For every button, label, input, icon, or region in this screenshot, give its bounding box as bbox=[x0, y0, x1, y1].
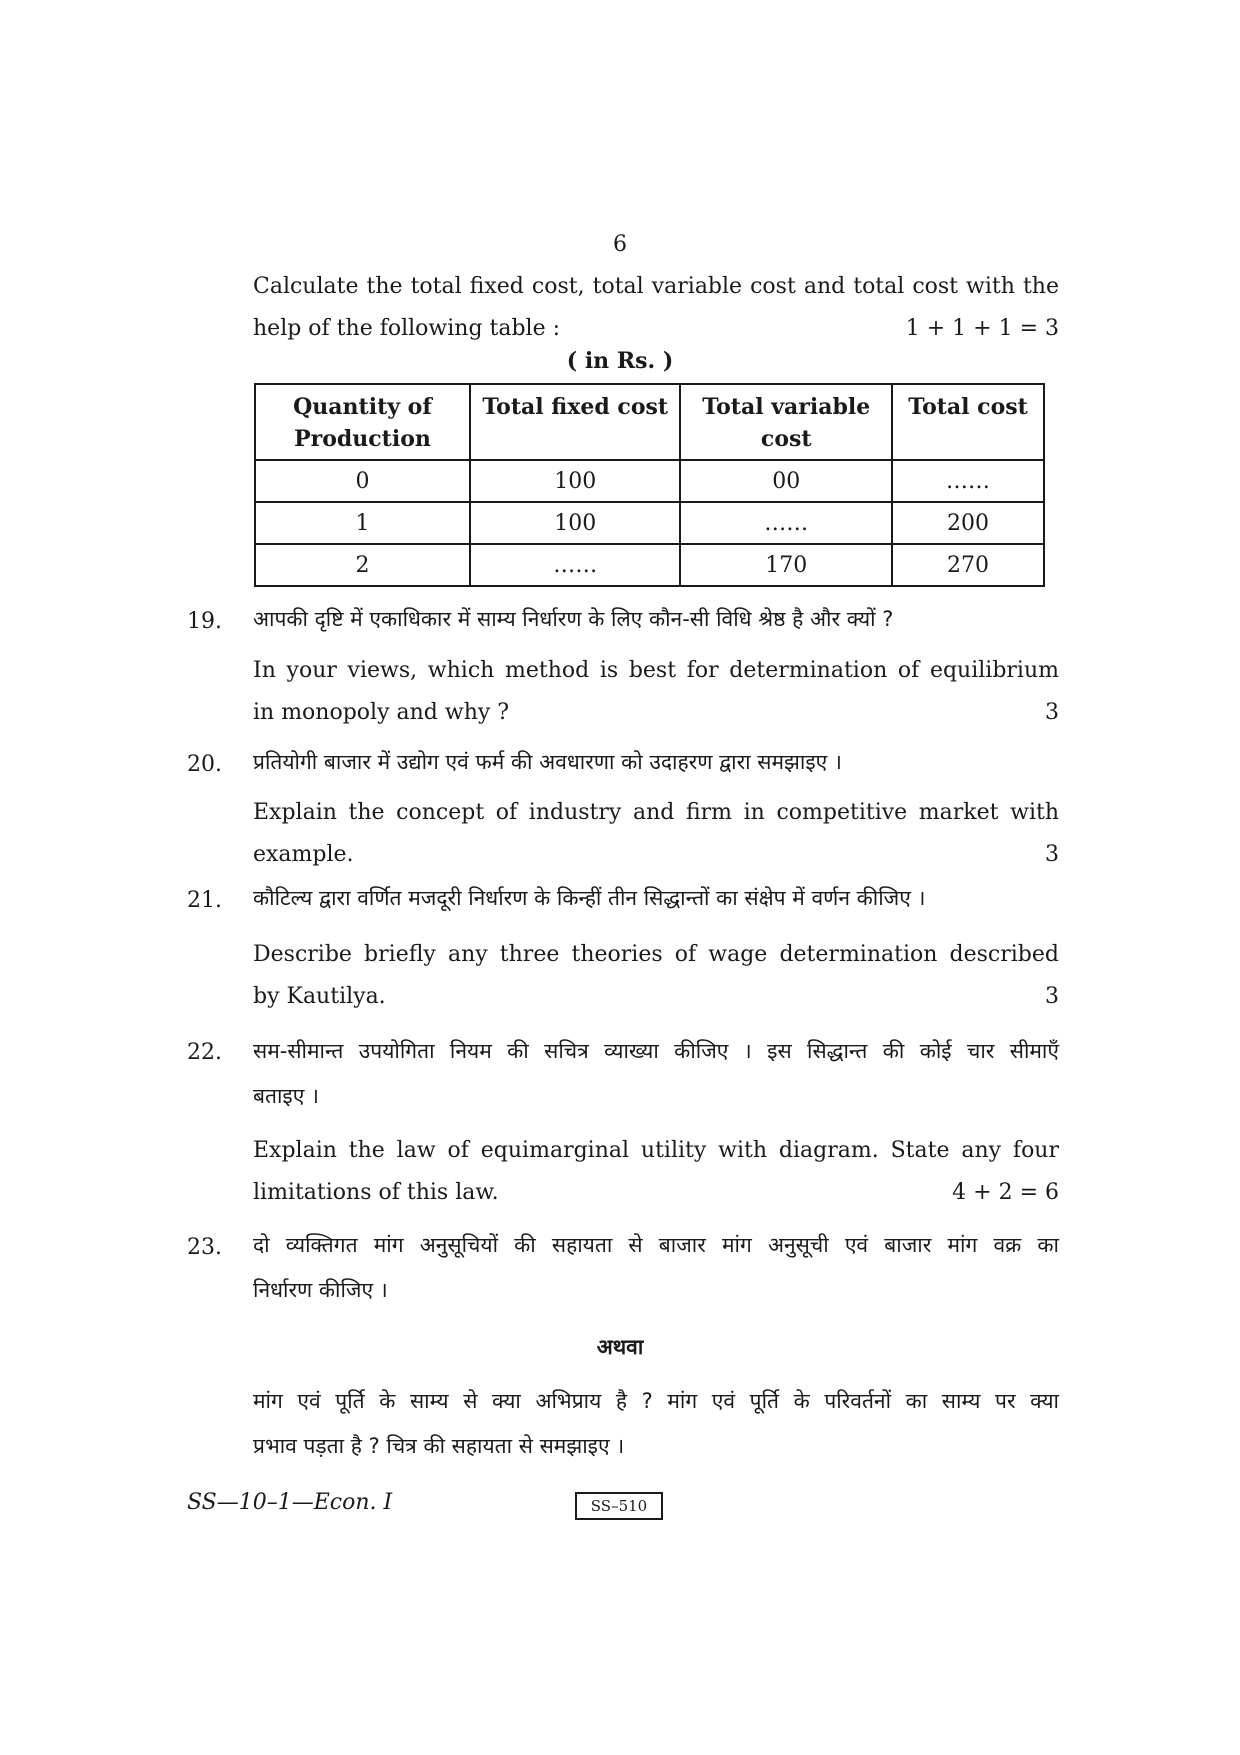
question-19-english-line-1: In your views, which method is best for determination of equilibrium bbox=[253, 658, 1059, 683]
table-cell: 1 bbox=[255, 502, 470, 544]
table-cell: 100 bbox=[470, 502, 680, 544]
col-header-total-variable-cost: Total variable cost bbox=[680, 384, 892, 460]
question-21-english-text: by Kautilya. bbox=[253, 984, 386, 1009]
cost-table bbox=[254, 383, 1045, 587]
table-cell: 170 bbox=[680, 544, 892, 586]
question-21-marks: 3 bbox=[1045, 984, 1059, 1009]
question-22-english bbox=[253, 1130, 1059, 1214]
footer-paper-code: SS—10–1—Econ. I bbox=[187, 1490, 393, 1515]
table-cell: 00 bbox=[680, 460, 892, 502]
question-19-english-text: in monopoly and why ? bbox=[253, 700, 510, 725]
q18-intro-text: help of the following table : bbox=[253, 316, 561, 341]
table-row bbox=[255, 502, 1044, 544]
question-21-english-line-2 bbox=[253, 976, 1059, 1018]
table-unit-caption: ( in Rs. ) bbox=[566, 348, 674, 374]
question-20-number: 20. bbox=[187, 752, 222, 777]
question-19-number: 19. bbox=[187, 609, 222, 634]
question-19-marks: 3 bbox=[1045, 700, 1059, 725]
table-cell: 270 bbox=[892, 544, 1044, 586]
table-cell: 100 bbox=[470, 460, 680, 502]
question-20-english-line-1: Explain the concept of industry and firm in competitive market with bbox=[253, 800, 1059, 825]
question-19-english-line-2 bbox=[253, 692, 1059, 734]
question-21-number: 21. bbox=[187, 888, 222, 913]
question-21-hindi: कौटिल्य द्वारा वर्णित मजदूरी निर्धारण के किन्हीं तीन सिद्धान्तों का संक्षेप में वर्णन कीजिए । bbox=[253, 886, 926, 910]
question-22-hindi-line-2: बताइए । bbox=[253, 1084, 319, 1108]
table-cell: 200 bbox=[892, 502, 1044, 544]
table-cell: …… bbox=[892, 460, 1044, 502]
question-22-number: 22. bbox=[187, 1040, 222, 1065]
q18-marks: 1 + 1 + 1 = 3 bbox=[905, 316, 1059, 341]
question-22-hindi-line-1: सम-सीमान्त उपयोगिता नियम की सचित्र व्याख्या कीजिए । इस सिद्धान्त की कोई चार सीमाएँ bbox=[253, 1039, 1059, 1063]
question-23-number: 23. bbox=[187, 1235, 222, 1260]
question-22-english-line-2 bbox=[253, 1172, 1059, 1214]
col-header-quantity: Quantity of Production bbox=[255, 384, 470, 460]
question-20-english-text: example. bbox=[253, 842, 354, 867]
table-row bbox=[255, 544, 1044, 586]
q18-intro-line-1: Calculate the total fixed cost, total variable cost and total cost with the bbox=[253, 274, 1059, 299]
question-21-english bbox=[253, 934, 1059, 1018]
table-cell: 2 bbox=[255, 544, 470, 586]
question-22-english-text: limitations of this law. bbox=[253, 1180, 499, 1205]
question-23-alt-line-1: मांग एवं पूर्ति के साम्य से क्या अभिप्राय है ? मांग एवं पूर्ति के परिवर्तनों का साम्य पर क्या bbox=[253, 1389, 1059, 1413]
table-cell: 0 bbox=[255, 460, 470, 502]
col-header-total-fixed-cost: Total fixed cost bbox=[470, 384, 680, 460]
question-20-marks: 3 bbox=[1045, 842, 1059, 867]
question-19-hindi: आपकी दृष्टि में एकाधिकार में साम्य निर्धारण के लिए कौन-सी विधि श्रेष्ठ है और क्यों ? bbox=[253, 607, 894, 631]
cost-table-header-row bbox=[255, 384, 1044, 460]
question-23-hindi-line-1: दो व्यक्तिगत मांग अनुसूचियों की सहायता से बाजार मांग अनुसूची एवं बाजार मांग वक्र का bbox=[253, 1233, 1059, 1257]
q18-intro-line-2 bbox=[253, 314, 1059, 344]
question-19-english bbox=[253, 650, 1059, 734]
table-cell: …… bbox=[470, 544, 680, 586]
or-label: अथवा bbox=[596, 1335, 644, 1359]
question-20-hindi: प्रतियोगी बाजार में उद्योग एवं फर्म की अवधारणा को उदाहरण द्वारा समझाइए । bbox=[253, 750, 842, 774]
question-22-english-line-1: Explain the law of equimarginal utility with diagram. State any four bbox=[253, 1138, 1059, 1163]
footer-badge: SS–510 bbox=[575, 1492, 663, 1520]
question-21-english-line-1: Describe briefly any three theories of wage determination described bbox=[253, 942, 1059, 967]
question-23-hindi-line-2: निर्धारण कीजिए । bbox=[253, 1278, 388, 1302]
table-row bbox=[255, 460, 1044, 502]
question-22-marks: 4 + 2 = 6 bbox=[952, 1180, 1059, 1205]
question-23-alt-line-2: प्रभाव पड़ता है ? चित्र की सहायता से समझाइए । bbox=[253, 1434, 625, 1458]
col-header-total-cost: Total cost bbox=[892, 384, 1044, 460]
question-20-english bbox=[253, 792, 1059, 876]
page-number: 6 bbox=[613, 232, 627, 257]
question-20-english-line-2 bbox=[253, 834, 1059, 876]
table-cell: …… bbox=[680, 502, 892, 544]
